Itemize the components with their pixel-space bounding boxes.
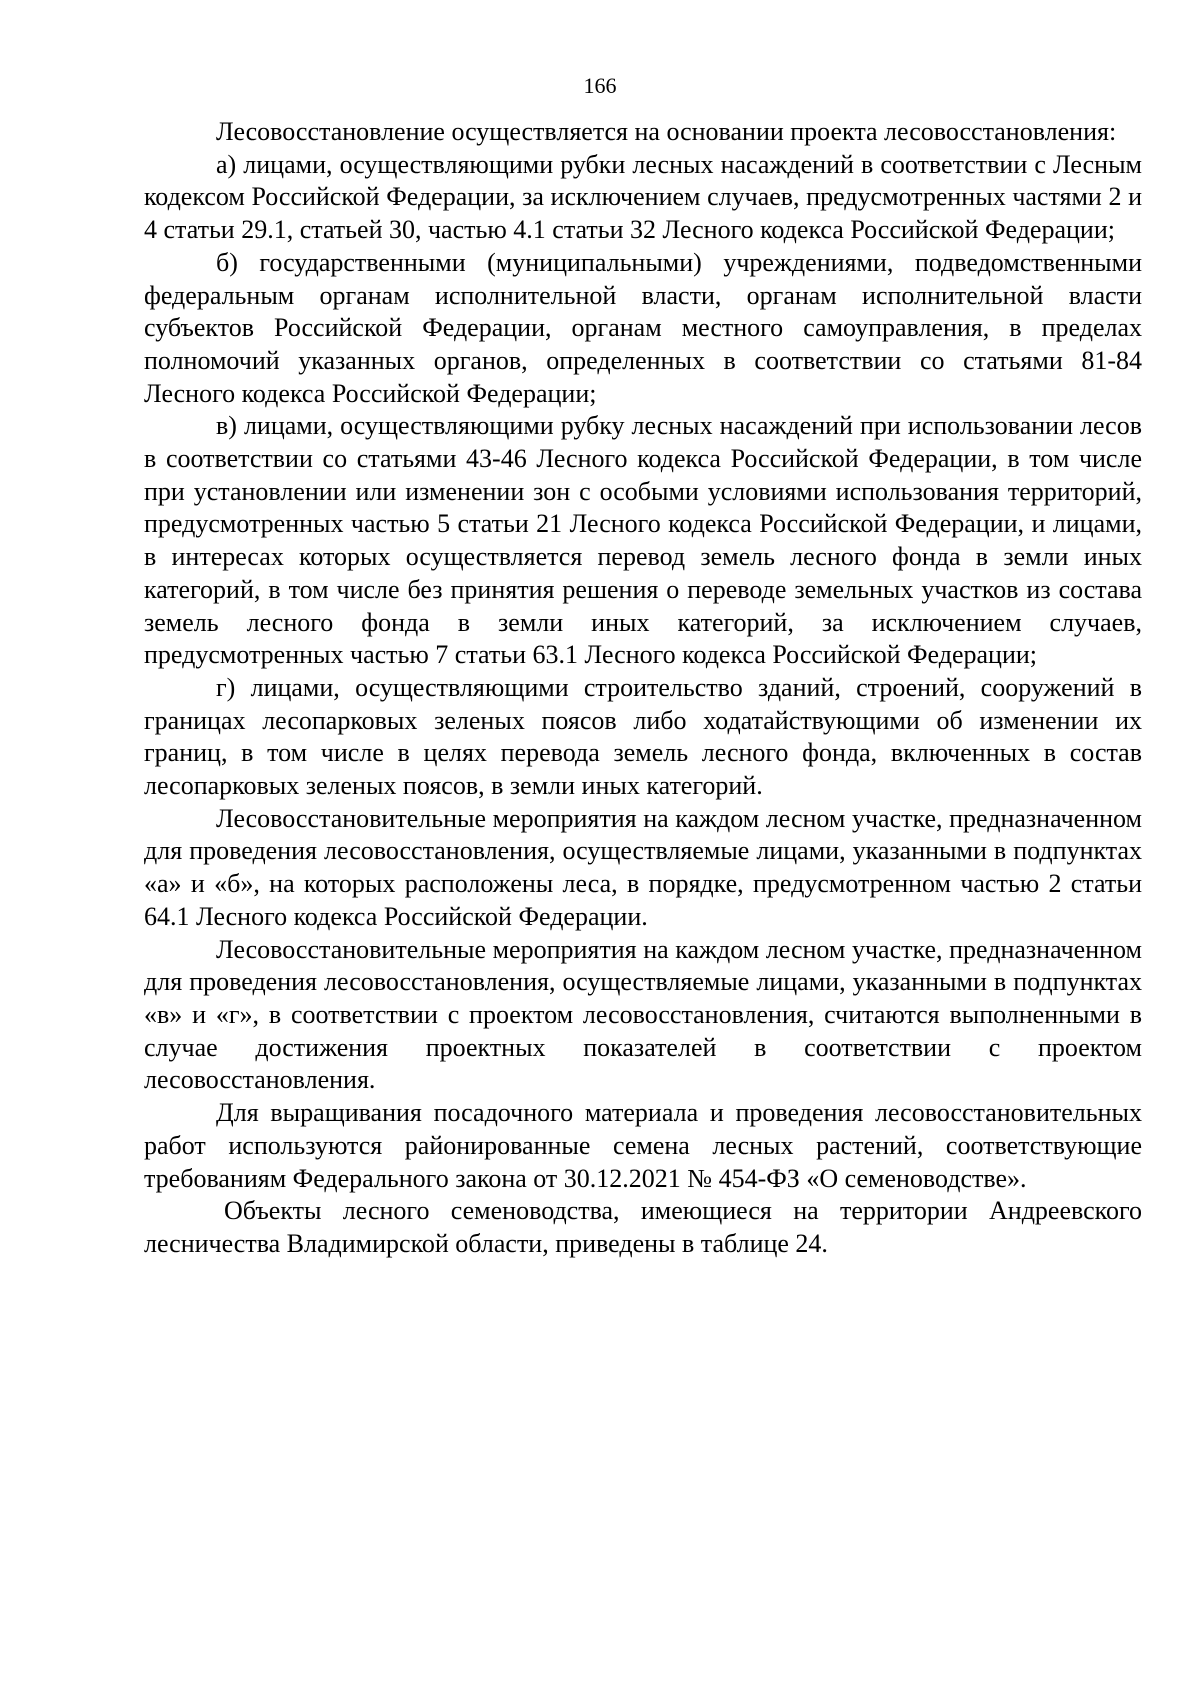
paragraph-item-v: в) лицами, осуществляющими рубку лесных насаждений при использовании лесов в соответствии со статьями 43-46 Лесного кодекса Российской Федерации, в том числе при установлении или изменении зон с особыми условиями использования территорий, предусмотренных частью 5 статьи 21 Лесного кодекса Российской Федерации, и лицами, в интересах которых осуществляется перевод земель лесного фонда в земли иных категорий, в том числе без принятия решения о переводе земельных участков из состава земель лесного фонда в земли иных категорий, за исключением случаев, предусмотренных частью 7 статьи 63.1 Лесного кодекса Российской Федерации; xyxy=(144,411,1142,670)
paragraph-seeds: Для выращивания посадочного материала и проведения лесовосстановительных работ используются районированные семена лесных растений, соответствующие требованиям Федерального закона от 30.12.2021 № 454-ФЗ «О семеноводстве». xyxy=(144,1098,1142,1193)
page-number: 166 xyxy=(583,73,617,98)
paragraph-measures-v-g: Лесовосстановительные мероприятия на каждом лесном участке, предназначенном для проведения лесовосстановления, осуществляемые лицами, указанными в подпунктах «в» и «г», в соответствии с проектом лесовосстановления, считаются выполненными в случае достижения проектных показателей в соответствии с проектом лесовосстановления. xyxy=(144,934,1142,1095)
paragraph-item-b: б) государственными (муниципальными) учреждениями, подведомственными федеральным органам исполнительной власти, органам исполнительной власти субъектов Российской Федерации, органам местного самоуправления, в пределах полномочий указанных органов, определенных в соответствии со статьями 81-84 Лесного кодекса Российской Федерации; xyxy=(144,247,1142,408)
paragraph-item-g: г) лицами, осуществляющими строительство зданий, строений, сооружений в границах лесопарковых зеленых поясов либо ходатайствующими об изменении их границ, в том числе в целях перевода земель лесного фонда, включенных в состав лесопарковых зеленых поясов, в земли иных категорий. xyxy=(144,672,1142,801)
paragraph-item-a: а) лицами, осуществляющими рубки лесных насаждений в соответствии с Лесным кодексом Российской Федерации, за исключением случаев, предусмотренных частями 2 и 4 статьи 29.1, статьей 30, частью 4.1 статьи 32 Лесного кодекса Российской Федерации; xyxy=(144,149,1142,245)
document-body xyxy=(144,116,1142,1261)
paragraph-intro: Лесовосстановление осуществляется на основании проекта лесовосстановления: xyxy=(216,117,1117,146)
paragraph-seed-objects: Объекты лесного семеноводства, имеющиеся на территории Андреевского лесничества Владимирской области, приведены в таблице 24. xyxy=(144,1196,1142,1258)
paragraph-measures-a-b: Лесовосстановительные мероприятия на каждом лесном участке, предназначенном для проведения лесовосстановления, осуществляемые лицами, указанными в подпунктах «а» и «б», на которых расположены леса, в порядке, предусмотренном частью 2 статьи 64.1 Лесного кодекса Российской Федерации. xyxy=(144,803,1142,931)
